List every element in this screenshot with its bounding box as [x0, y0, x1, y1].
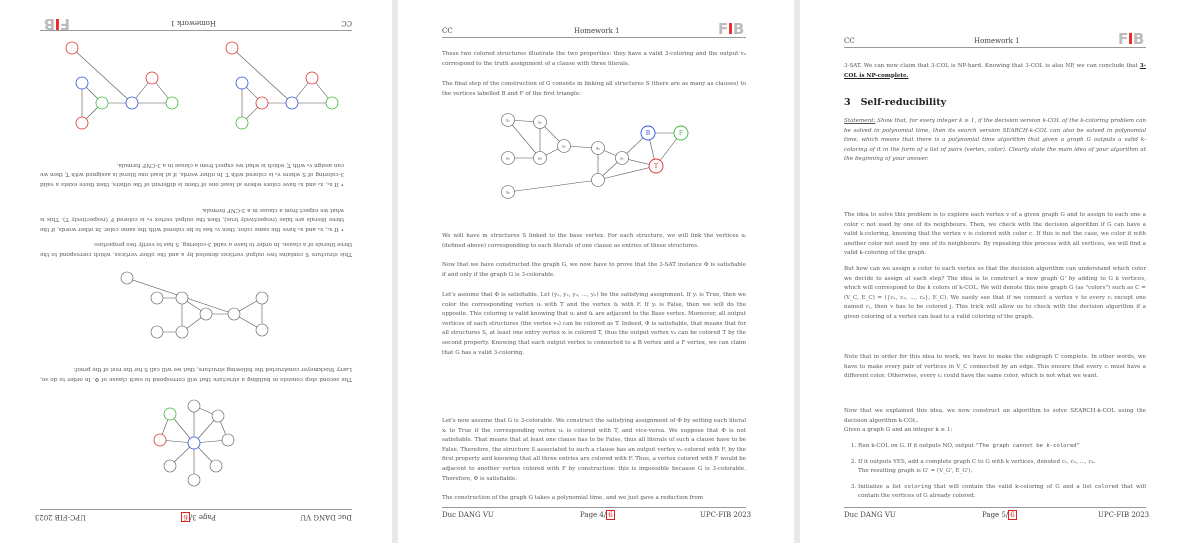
page-3	[0, 0, 392, 543]
page-5-header-left: CC	[844, 37, 855, 45]
page-5	[800, 0, 1191, 543]
step-2: 2. If it outputs YES, add a complete graph C to G with k vertices, denoted c₁, c₂, ..., cₖ. The resulting graph is G' = (V_G', E_G').	[858, 458, 1146, 477]
page-4-para-1: These two colored structures illustrate the two properties: they have a valid 3-coloring and the output v₀ correspond to the truth assignment of a clause with three literals.	[442, 51, 746, 67]
step-1: 1. Run k-COL on G. If it outputs NO, output "The graph cannot be k-colored"	[858, 442, 1146, 452]
page-5-footer-right: UPC-FIB 2023	[1098, 511, 1150, 519]
section-heading: 3 Self-reducibility	[844, 97, 947, 108]
step-3: 3. Initialize a list coloring that will contain the valid k-coloring of G and a list colored that will contain the vertices of G already colored.	[858, 483, 1146, 502]
label-x7: x₇	[620, 155, 624, 161]
algorithm-steps	[844, 442, 1146, 508]
page-5-footer-rule	[844, 507, 1146, 508]
label-B: B	[645, 130, 651, 137]
page-5-header-rule	[844, 47, 1146, 48]
page-3-header-center: Page 3/6	[183, 513, 216, 521]
page-3-footer-left: CC	[341, 19, 352, 27]
page-4-para-5: Let's assume that Φ is satisfiable. Let (y₁, y₂, y₃, ..., yₙ) be the satisfying assignment. If yᵢ is True, then we color the corresponding vertex uᵢ with T and the vertex ūᵢ with F. If yᵢ is False, then we will do the opposite. This coloring is valid knowing that uᵢ and ūᵢ are adjacent to the Base vertex. Moreover, all output vertices of each structures (the vertex v₀) can be colored as T. Indeed, Φ is satisfiable, that means that for all structures S, at least one entry vertex xᵢ is colored T, thus the output vertex v₀ can be colored T by the second property. Knowing that each output vertex is connected to a B vertex and a F vertex, we can claim that G has a valid 3-coloring.	[442, 292, 746, 356]
fib-logo: FIB	[1118, 30, 1144, 48]
page-4-header-left: CC	[442, 27, 453, 35]
page-4-para-7: The construction of the graph G takes a polynomial time, and we just gave a reduction from	[442, 495, 704, 501]
page-3-header-right: UPC-FIB 2023	[34, 513, 86, 521]
page-total-link[interactable]: 6	[1010, 511, 1015, 519]
label-x8: x₈	[506, 189, 510, 195]
page-3-structure-graph	[132, 388, 242, 498]
page-3-footer-rule	[40, 30, 352, 31]
page-5-para-5: Given a graph G and an integer k ≥ 1:	[844, 427, 953, 433]
page-3-content	[0, 0, 392, 543]
statement: Statement: Show that, for every integer k ≥ 1, if the decision version k-COL of the k-coloring problem can be solved in polynomial time, then its search version SEARCH-k-COL can also be solved in polynomial time, which means that there is a polynomial time algorithm that given a graph G outputs a valid k-coloring of it in the form of a list of pairs (vertex, color). Clearly state the main idea of your algorithm at the beginning of your answer.	[844, 118, 1146, 163]
page-4-construction-graph	[494, 108, 694, 226]
page-5-para-3: Note that in order for this idea to work, we have to make the subgraph C complete. In other words, we have to make every pair of vertices in V_C connected by an edge. This ensure that every cᵢ must have a different color. Otherwise, every cᵢ could have the same color, which is not what we want.	[844, 354, 1146, 380]
label-x5: x₅	[562, 143, 566, 149]
page-4-header-rule	[442, 37, 746, 38]
page-3-footer-center: Homework 1	[170, 19, 216, 27]
page-5-footer-left: Duc DANG VU	[844, 511, 896, 519]
label-F: F	[678, 130, 684, 137]
page-3-bullet-1: • If x₁, x₂ and x₃ have the same color, then v₀ has to be colored with the same color. In other words, if the three literals are false (respectively true), then the output vertex v₀ is colored F (respectively T). This is what we expect from a clause in a 3-CNF formula.	[39, 206, 344, 232]
fib-logo: FIB	[718, 20, 744, 38]
label-x4: x₄	[538, 155, 542, 161]
page-total-link[interactable]: 6	[183, 513, 188, 521]
page-4-footer-left: Duc DANG VU	[442, 511, 494, 519]
label-x2: x₂	[538, 119, 542, 125]
page-5-para-1: The idea to solve this problem is to explore each vertex v of a given graph G and to assign to each one a color c not used by one of its neighbours. Then, we check with the decision algorithm if G can have a valid k-coloring, knowing that the vertex v is colored with color c. If this is not the case, we color it with another color not used by one of its neighbours. By repeating this process with all vertices, we will find a valid k-coloring of the graph.	[844, 212, 1146, 257]
page-5-intro: 3-SAT. We can now claim that 3-COL is NP-hard. Knowing that 3-COL is also NP, we can conclude that 3-COL is NP-complete.	[844, 63, 1146, 79]
page-4-footer-right: UPC-FIB 2023	[700, 511, 752, 519]
page-4-footer-rule	[442, 507, 746, 508]
page-3-bullet-2: • If x₁, x₂ and x₃ have colors where at least one of them is different of the others, then there exists a valid 3-coloring of S where v₀ is colored with T. In other words, if at least one literal is assigned with T, then we can assign v₀ with T, which is what we expect from a clause in a 3-CNF formula.	[40, 161, 344, 187]
page-4	[398, 0, 794, 543]
page-3-header-rule	[40, 509, 352, 510]
label-x6: x₆	[596, 145, 600, 151]
page-5-para-2: But how can we assign a color to each vertex so that the decision algorithm can understand which color we decide to assign at each step? The idea is to construct a new graph G' by adding to G k vertices, which will correspond to the k colors of k-COL. We will denote this new graph G (as "colors") such as C = (V_C, E_C) = ({c₁, c₂, ..., cₖ}, E_C). We easily see that if we connect a vertex v to every cᵢ except one named cⱼ, then v has to be colored j. This trick will allow us to check with the decision algorithm if a given coloring of a vertex can lead to a valid coloring of the graph.	[844, 266, 1146, 320]
page-3-para-1: The second step consists in building a structure that will correspond to each clause of Φ. In order to do so, Larry Stockmeyer constructed the following structure, that we will call S for the rest of the proof:	[40, 366, 352, 382]
page-3-header-left: Duc DANG VU	[300, 513, 352, 521]
page-3-para-2: This structure S contains two output vertices denoted by a and the other vertices, which correspond to the three literals of a clause. In order to have a valid 3-coloring, S has to verify two properties:	[40, 241, 352, 257]
page-5-footer-center: Page 5/ 6	[982, 511, 1015, 519]
page-4-para-6: Let's now assume that G is 3-colorable. We construct the satisfying assignment of Φ by setting each literal xᵢ to True if the corresponding vertex uᵢ is colored with T, and vice-versa. We suppose that Φ is not satisfiable. That means that at least one clause has to be False, thus all literals of such a clause have to be False. Therefore, the structure S associated to such a clause has an output vertex v₀ colored with F, by the first property and knowing that all three entries are colored with F. Thus, a vertex colored with F would be adjacent to another vertex colored with F by construction: this is impossible because G is 3-colorable. Therefore, Φ is satisfiable.	[442, 418, 746, 482]
fib-logo: FIB	[44, 15, 70, 33]
page-3-colored-structures	[40, 33, 352, 133]
label-T: T	[653, 163, 659, 170]
page-5-para-4: Now that we explained this idea, we now construct an algorithm to solve SEARCH-k-COL using the decision algorithm k-COL.	[844, 408, 1146, 424]
page-4-para-4: Now that we have constructed the graph G, we now have to prove that the 3-SAT instance Φ is satisfiable if and only if the graph G is 3-colorable.	[442, 262, 746, 278]
page-4-footer-center: Page 4/ 6	[580, 511, 613, 519]
page-total-link[interactable]: 6	[608, 511, 613, 519]
page-4-para-3: We will have m structures S linked to the base vertex. For each structure, we will link the vertices uᵢ (defined above) corresponding to each literals of one clause as entries of these structures.	[442, 233, 746, 249]
label-x3: x₃	[506, 155, 510, 161]
page-4-header-center: Homework 1	[574, 27, 620, 35]
label-x1: x₁	[506, 117, 510, 123]
page-5-header-center: Homework 1	[974, 37, 1020, 45]
node-center	[188, 437, 200, 449]
page-4-para-2: The final step of the construction of G consists in linking all structures S (there are as many as clauses) to the vertices labelled B and F of the first triangle:	[442, 81, 746, 97]
page-3-clause-graph	[112, 268, 282, 358]
